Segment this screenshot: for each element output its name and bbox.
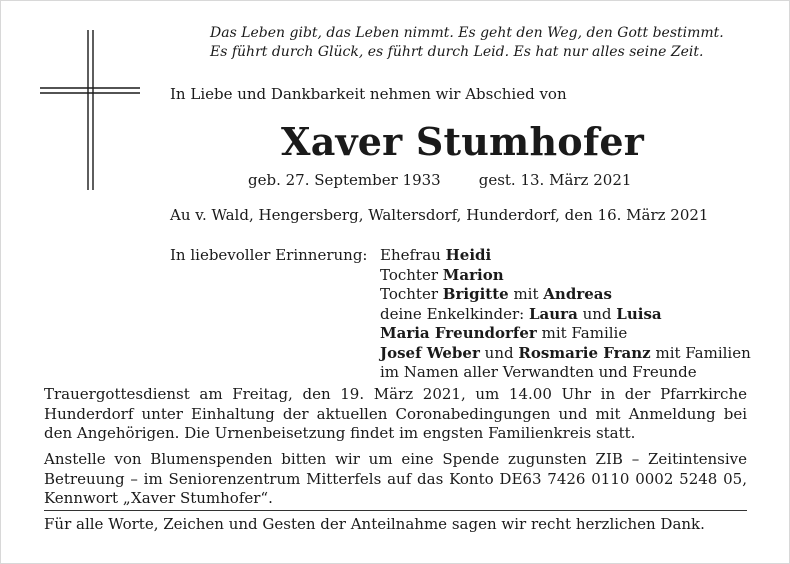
mourner-line: im Namen aller Verwandten und Freunde (380, 363, 697, 381)
motto (210, 24, 770, 62)
mourner-line: Maria Freundorfer mit Familie (380, 324, 628, 342)
service-info: Trauergottesdienst am Freitag, den 19. März 2021, um 14.00 Uhr in der Pfarrkirche Hunderdorf unter Einhaltung der aktuellen Coronabedingungen und mit Anmeldung bei den Angehörigen. Die Urnenbeisetzung findet im engsten Familienkreis statt. (44, 385, 747, 442)
mourner-line: Ehefrau Heidi (380, 246, 492, 264)
intro-text: In Liebe und Dankbarkeit nehmen wir Abschied von (170, 85, 567, 103)
motto-line: Es führt durch Glück, es führt durch Leid. Es hat nur alles seine Zeit. (210, 44, 704, 60)
place-and-date: Au v. Wald, Hengersberg, Waltersdorf, Hunderdorf, den 16. März 2021 (170, 206, 709, 224)
mourner-line: Tochter Brigitte mit Andreas (380, 285, 612, 303)
mourners-list (380, 246, 760, 383)
donation-info: Anstelle von Blumenspenden bitten wir um eine Spende zugunsten ZIB – Zeitintensive Betreuung – im Seniorenzentrum Mitterfels auf das Konto DE63 7426 0110 0002 5248 05, Kennwort „Xaver Stumhofer“. (44, 450, 747, 507)
divider (44, 510, 747, 511)
deceased-name: Xaver Stumhofer (281, 119, 644, 164)
motto-line: Das Leben gibt, das Leben nimmt. Es geht den Weg, den Gott bestimmt. (210, 25, 724, 41)
death-date: gest. 13. März 2021 (478, 171, 632, 189)
mourner-line: Josef Weber und Rosmarie Franz mit Familien (380, 343, 751, 362)
cross-icon (40, 30, 140, 190)
memory-label: In liebevoller Erinnerung: (170, 246, 368, 264)
life-dates (248, 170, 631, 190)
mourner-line: Tochter Marion (380, 265, 504, 284)
birth-date: geb. 27. September 1933 (248, 171, 441, 189)
thanks-text: Für alle Worte, Zeichen und Gesten der Anteilnahme sagen wir recht herzlichen Dank. (44, 515, 705, 533)
mourner-line: deine Enkelkinder: Laura und Luisa (380, 304, 662, 323)
